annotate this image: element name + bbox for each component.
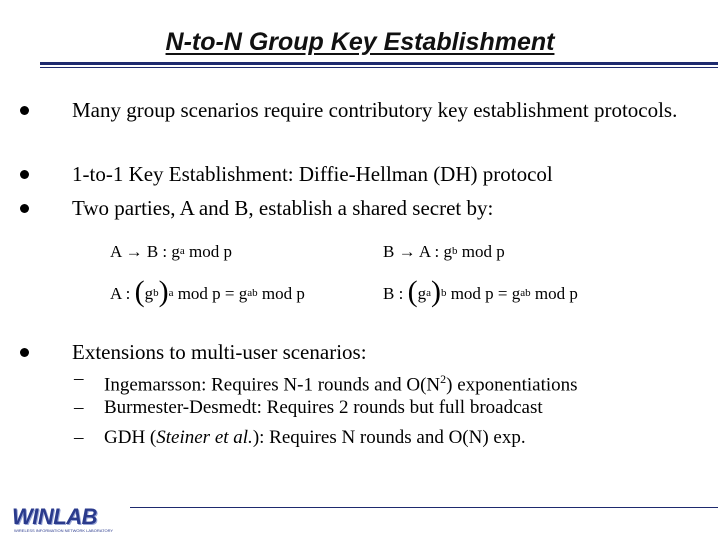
bullet-text: Many group scenarios require contributory key establishment protocols.	[72, 98, 678, 122]
equation-a-computes: A : $(g^b)^a$ mod $p = g^{ab}$ mod p	[110, 275, 305, 308]
bullet-dot-icon	[20, 204, 29, 213]
dash-icon: –	[74, 368, 84, 389]
bullet-dot-icon	[20, 106, 29, 115]
dash-icon: –	[74, 427, 84, 448]
bullet-dot-icon	[20, 348, 29, 357]
title-rule-thick	[40, 62, 718, 65]
equation-a-to-b: A → B : $g^a$ mod p	[110, 242, 233, 261]
bullet-text: Two parties, A and B, establish a shared secret by:	[72, 196, 494, 220]
title-rule-thin	[40, 67, 718, 68]
logo-tagline: WIRELESS INFORMATION NETWORK LABORATORY	[14, 528, 114, 533]
logo-wordmark: WINLAB	[12, 504, 97, 529]
slide-title: N-to-N Group Key Establishment	[165, 28, 555, 56]
winlab-logo	[12, 506, 118, 536]
bullet-dot-icon	[20, 170, 29, 179]
bullet-text: Extensions to multi-user scenarios:	[72, 340, 367, 364]
bullet-text: 1-to-1 Key Establishment: Diffie-Hellman (DH) protocol	[72, 162, 553, 186]
dash-icon: –	[74, 397, 84, 418]
equation-b-computes: B : $(g^a)^b$ mod $p = g^{ab}$ mod p	[383, 275, 578, 308]
footer-rule	[130, 507, 718, 508]
equation-b-to-a: B → A : $g^b$ mod p	[383, 242, 505, 261]
